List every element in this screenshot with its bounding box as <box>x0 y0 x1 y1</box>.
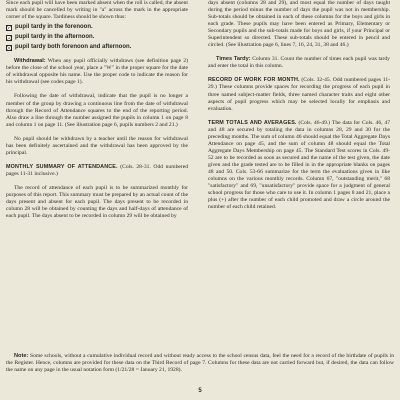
tardiness-intro: Since each pupil will have been marked absent when the roll is called, the absent mark should be cancelled by writing in "a" across the mark in the appropriate corner of the square. Tardiness should be shown thus: <box>6 0 188 21</box>
right-column <box>208 0 390 211</box>
times-tardy-label: Times Tardy: <box>216 56 251 63</box>
work-record-cols: (Cols. 32-45. Odd numbered pages 11-29.) <box>208 77 390 91</box>
days-absent-paragraph: days absent (columns 28 and 29), and most equal the number of days taught during the period minus the number of days the pupil was not in membership. Sub-totals should be obtained in each of these columns for the boys and girls in each grade. These pupils may have been entered as Primary, Elementary or Secondary pupils and the sub-totals made for boys and girls, if your Principal or Superintendent so directed. These sub-totals should be entered in pencil and circled. (See illustration page 6, lines 7, 16, 24, 31, 38 and 46.) <box>208 0 390 49</box>
tardy-forenoon-icon <box>6 25 12 31</box>
note-label: Note: <box>14 353 29 359</box>
birthdate-note <box>6 353 394 374</box>
tardy-afternoon-row <box>6 34 188 41</box>
term-totals-cols: (Cols. 46-49.) <box>298 119 331 126</box>
work-record-text: These columns provide spaces for recording the progress of each pupil in three named subject-matter fields, three named character traits and eight other aspects of pupil progress which may be selected locally for emphasis and evaluation. <box>208 84 390 112</box>
tardy-afternoon-label: pupil tardy in the afternoon. <box>15 34 95 41</box>
monthly-summary-paragraph: The record of attendance of each pupil is to be summarized monthly for purposes of this report. This summary must be prepared by an actual count of the days present and absent for each pupil. The days present to be recorded in column 28 will be obtained by counting the days and half-days of attendance of each pupil. The days absent to be recorded in column 29 will be obtained by <box>6 184 188 220</box>
tardy-afternoon-icon <box>6 35 12 41</box>
term-totals-paragraph <box>208 120 390 212</box>
tardy-both-row <box>6 44 188 51</box>
tardy-both-label: pupil tardy both forenoon and afternoon. <box>15 44 132 51</box>
term-totals-heading: TERM TOTALS AND AVERAGES. <box>208 119 297 126</box>
term-totals-text: The data for Cols. 46, 47 and 48 are secured by totaling the data in columns 28, 29 and 30 for the preceding months. The sum of column 46 should equal the Total Aggregate Days Attendance on page 45, and the sum of column 48 should equal the Total Aggregate Days Membership on page 45. The Standard Test scores in Cols. 49-52 are to be recorded as soon as secured and the name of the test given, the date given and the grade tested are to be filled in in the appropriate blanks on pages 48 and 50. Cols. 53-66 summarize for the term the evaluations given in like columns on the various monthly records. Column 67, "outstanding merit," 68 "satisfactory" and 69, "unsatisfactory" provide space for a judgment of general school progress for those who care to use it. In column 1 pages 8 and 21, place a plus (+) after the number of each child promoted and draw a circle around the number of each child retained. <box>208 119 390 211</box>
monthly-summary-cols: (Cols. 28-31. Odd numbered pages 11-31 inclusive.) <box>6 163 189 177</box>
following-withdrawal-paragraph: Following the date of withdrawal, indicate that the pupil is no longer a member of the group by drawing a continuous line from the date of withdrawal through the Record of Attendance squares to the end of the reporting period. Also draw a line through the number assigned the pupils in column 1 on page 8 and column 1 on page 11. (See illustration page 6, pupils numbers 2 and 21.) <box>6 93 188 128</box>
times-tardy-paragraph <box>208 56 390 70</box>
page-number: 5 <box>198 388 202 394</box>
note-text: Some schools, without a cumulative individual record and without ready access to the school census data, feel the need for a record of the birthdate of pupils in the Register. Hence, columns are provided for these data on the Third Record of page 7. Columns for these data are not carried forward but, if desired, the data can follow the name on any page in the usual notation form (1/21/28 = January 21, 1928). <box>6 353 394 374</box>
work-record-heading: RECORD OF WORK FOR MONTH. <box>208 77 300 84</box>
withdrawal-paragraph <box>6 58 188 86</box>
no-pupil-paragraph: No pupil should be withdrawn by a teacher until the reason for withdrawal has been definitely ascertained and the withdrawal has been approved by the principal. <box>6 135 188 156</box>
tardy-forenoon-row <box>6 24 188 31</box>
withdrawal-text: When any pupil officially withdraws (see definition page 2) before the close of the school year, place a "W" in the proper square for the date of withdrawal opposite his name. Use the proper code to indicate the reason for his withdrawal (see codes page 1). <box>6 58 188 86</box>
tardy-both-icon <box>6 45 12 51</box>
monthly-summary-heading-line <box>6 164 188 178</box>
withdrawal-label: Withdrawal: <box>14 58 46 65</box>
left-column <box>6 0 188 220</box>
tardy-forenoon-label: pupil tardy in the forenoon. <box>15 24 93 31</box>
monthly-summary-heading: MONTHLY SUMMARY OF ATTENDANCE. <box>6 163 118 170</box>
work-record-paragraph <box>208 77 390 112</box>
times-tardy-text: Column 31. Count the number of times each pupil was tardy and enter the total in this column. <box>208 56 390 70</box>
